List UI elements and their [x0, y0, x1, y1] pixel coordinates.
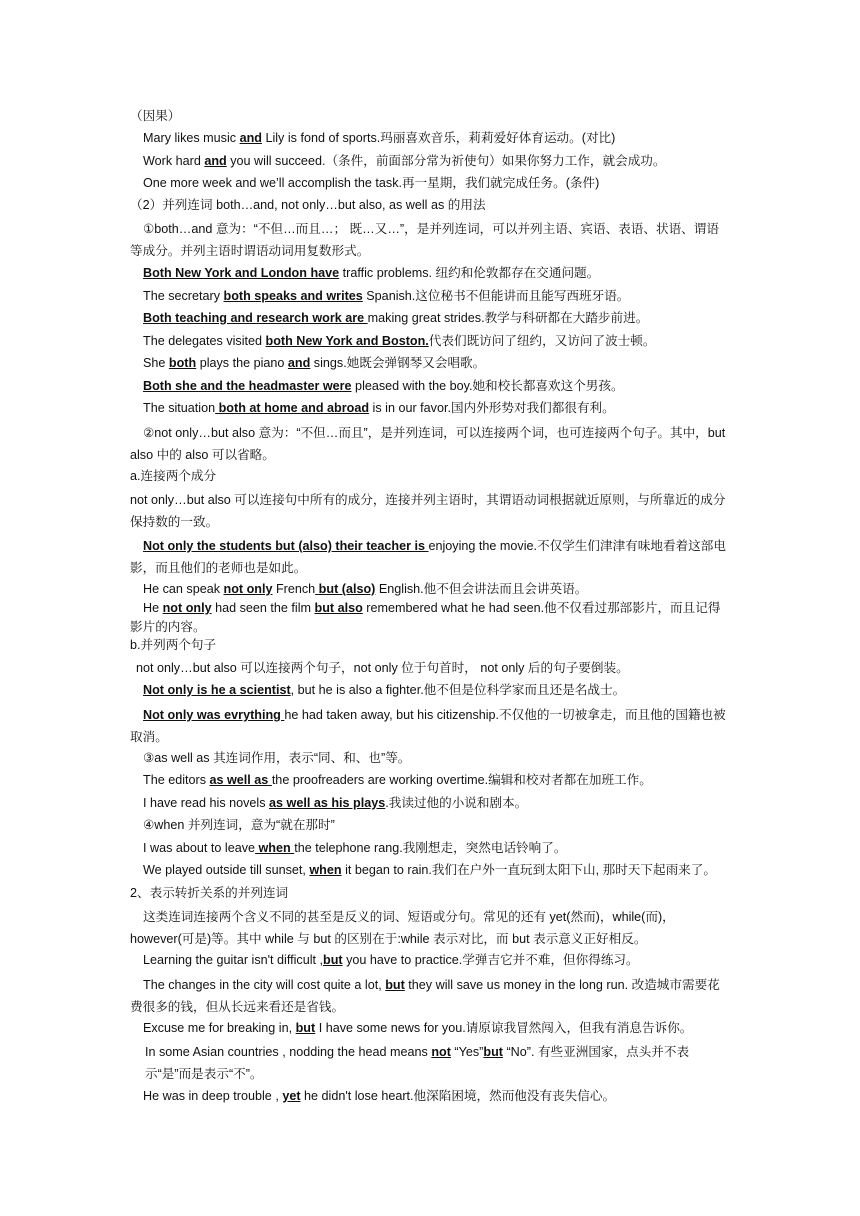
emphasis: both [168, 356, 197, 370]
text: English.他不但会讲法而且会讲英语。 [375, 582, 588, 596]
text: One more week and we’ll accomplish the task.再一星期，我们就完成任务。(条件) [143, 176, 600, 190]
text: （2）并列连词 both…and, not only…but also, as well as 的用法 [130, 198, 486, 212]
text-line [143, 951, 639, 969]
text-line [143, 794, 527, 812]
text-line [143, 839, 566, 857]
emphasis: and [204, 154, 227, 168]
emphasis: and [287, 356, 311, 370]
text: he didn't lose heart.他深陷困境，然而他没有丧失信心。 [300, 1089, 616, 1103]
paragraph [130, 704, 730, 748]
text: “Yes” [450, 1045, 484, 1059]
text: sings.她既会弹钢琴又会唱歌。 [310, 356, 486, 370]
emphasis: but also [314, 601, 363, 615]
text-line [143, 377, 624, 395]
emphasis: Not only is he a scientist [143, 683, 291, 697]
text: he had taken away, but his citizenship.不仅他的一切被拿走，而且他的国籍也被取消。 [130, 708, 726, 744]
paragraph [130, 422, 730, 466]
emphasis: Not only was evrything [143, 708, 285, 722]
text: The editors [143, 773, 210, 787]
text-line [143, 861, 716, 879]
text: remembered what he had seen.他不仅看过那部影片，而且记得影片的内容。 [130, 601, 721, 634]
text-line [143, 152, 665, 170]
text: I have some news for you.请原谅我冒然闯入，但我有消息告诉你。 [315, 1021, 693, 1035]
paragraph [130, 906, 730, 950]
text-line [143, 580, 587, 598]
text: The delegates visited [143, 334, 266, 348]
text-line [143, 771, 652, 789]
text-line [143, 681, 625, 699]
paragraph [130, 489, 730, 533]
text: pleased with the boy.她和校长都喜欢这个男孩。 [351, 379, 624, 393]
text: the telephone rang.我刚想走，突然电话铃响了。 [294, 841, 567, 855]
text: 这类连词连接两个含义不同的甚至是反义的词、短语或分句。常见的还有 yet(然而)，while(而)，however(可是)等。其中 while 与 but 的区别在于:while 表示对比，而 but 表示意义正好相反。 [130, 910, 675, 946]
text-line [143, 399, 615, 417]
text: they will save us money in the long run. 改造城市需要花费很多的钱，但从长远来看还是省钱。 [130, 978, 720, 1014]
text: it began to rain.我们在户外一直玩到太阳下山, 那时天下起雨来了。 [341, 863, 716, 877]
text-line [143, 816, 335, 834]
text-line [130, 107, 180, 125]
emphasis: as well as [209, 773, 272, 787]
text: She [143, 356, 169, 370]
text: is in our favor.国内外形势对我们都很有利。 [369, 401, 615, 415]
text: you will succeed.（条件，前面部分常为祈使句）如果你努力工作，就会成功。 [226, 154, 666, 168]
text: He was in deep trouble , [143, 1089, 283, 1103]
section-heading [130, 884, 288, 902]
emphasis: not only [223, 582, 273, 596]
text: He [143, 601, 163, 615]
paragraph [145, 1041, 730, 1085]
text-line [143, 309, 648, 327]
section-heading [130, 636, 216, 654]
text: , but he is also a fighter.他不但是位科学家而且还是名战士。 [290, 683, 626, 697]
text-line [143, 1087, 615, 1105]
text: In some Asian countries , nodding the head means [145, 1045, 432, 1059]
text-line [143, 749, 410, 767]
text-line [143, 332, 655, 350]
text: The situation [143, 401, 216, 415]
text: not only…but also 可以连接两个句子，not only 位于句首时， not only 后的句子要倒装。 [136, 661, 629, 675]
text: ④when 并列连词，意为“就在那时” [143, 818, 335, 832]
text-line [143, 287, 629, 305]
text: The changes in the city will cost quite a lot, [143, 978, 386, 992]
text: not only…but also 可以连接句中所有的成分，连接并列主语时，其谓语动词根据就近原则，与所靠近的成分保持数的一致。 [130, 493, 726, 529]
text: The secretary [143, 289, 224, 303]
text: Work hard [143, 154, 205, 168]
text: （因果） [130, 109, 181, 123]
text: 2、表示转折关系的并列连词 [130, 886, 289, 900]
paragraph [130, 974, 730, 1018]
emphasis: Not only the students but (also) their teacher is [143, 539, 429, 553]
emphasis: and [239, 131, 262, 145]
paragraph [130, 535, 730, 579]
emphasis: both at home and abroad [215, 401, 370, 415]
text: traffic problems. 纽约和伦敦都存在交通问题。 [339, 266, 600, 280]
emphasis: Both teaching and research work are [143, 311, 368, 325]
emphasis: not [431, 1045, 451, 1059]
section-heading [130, 196, 486, 214]
text-line [143, 1019, 692, 1037]
text: plays the piano [196, 356, 288, 370]
emphasis: yet [282, 1089, 301, 1103]
text: Learning the guitar isn't difficult , [143, 953, 323, 967]
text: We played outside till sunset, [143, 863, 310, 877]
text: enjoying the movie.不仅学生们津津有味地看着这部电影，而且他们的老师也是如此。 [130, 539, 726, 575]
text: making great strides.教学与科研都在大踏步前进。 [367, 311, 649, 325]
text: I have read his novels [143, 796, 270, 810]
text: .我读过他的小说和剧本。 [385, 796, 528, 810]
text: a.连接两个成分 [130, 469, 217, 483]
emphasis: not only [162, 601, 212, 615]
emphasis: but [385, 978, 405, 992]
text-line [143, 264, 599, 282]
emphasis: when [255, 841, 295, 855]
text: French [272, 582, 316, 596]
emphasis: Both New York and London have [143, 266, 340, 280]
section-heading [130, 467, 216, 485]
text: you have to practice.学弹吉它并不难，但你得练习。 [342, 953, 639, 967]
emphasis: when [309, 863, 342, 877]
text-line [136, 659, 629, 677]
emphasis: but [295, 1021, 316, 1035]
emphasis: but [323, 953, 343, 967]
text: ①both…and 意为：“不但…而且…； 既…又…”，是并列连词，可以并列主语、宾语、表语、状语、谓语等成分。并列主语时谓语动词用复数形式。 [130, 222, 719, 258]
emphasis: both New York and Boston. [265, 334, 429, 348]
emphasis: Both she and the headmaster were [143, 379, 352, 393]
text: He can speak [143, 582, 224, 596]
emphasis: but (also) [315, 582, 376, 596]
text: ②not only…but also 意为：“不但…而且”，是并列连词，可以连接两个词，也可连接两个句子。其中，but also 中的 also 可以省略。 [130, 426, 726, 462]
text-line [143, 174, 599, 192]
text-line [143, 354, 485, 372]
text: “No”. 有些亚洲国家，点头并不表示“是”而是表示“不”。 [145, 1045, 690, 1081]
emphasis: both speaks and writes [223, 289, 363, 303]
emphasis: as well as his plays [269, 796, 386, 810]
emphasis: but [483, 1045, 503, 1059]
text: Mary likes music [143, 131, 240, 145]
paragraph [130, 218, 730, 262]
text: I was about to leave [143, 841, 256, 855]
paragraph [130, 599, 730, 637]
text: the proofreaders are working overtime.编辑和校对者都在加班工作。 [271, 773, 652, 787]
text: had seen the film [211, 601, 315, 615]
text: ③as well as 其连词作用，表示“同、和、也”等。 [143, 751, 411, 765]
text: Lily is fond of sports.玛丽喜欢音乐，莉莉爱好体育运动。(对比) [261, 131, 616, 145]
text-line [143, 129, 615, 147]
text: Excuse me for breaking in, [143, 1021, 296, 1035]
text: 代表们既访问了纽约，又访问了波士顿。 [428, 334, 656, 348]
text: Spanish.这位秘书不但能讲而且能写西班牙语。 [362, 289, 630, 303]
text: b.并列两个句子 [130, 638, 217, 652]
